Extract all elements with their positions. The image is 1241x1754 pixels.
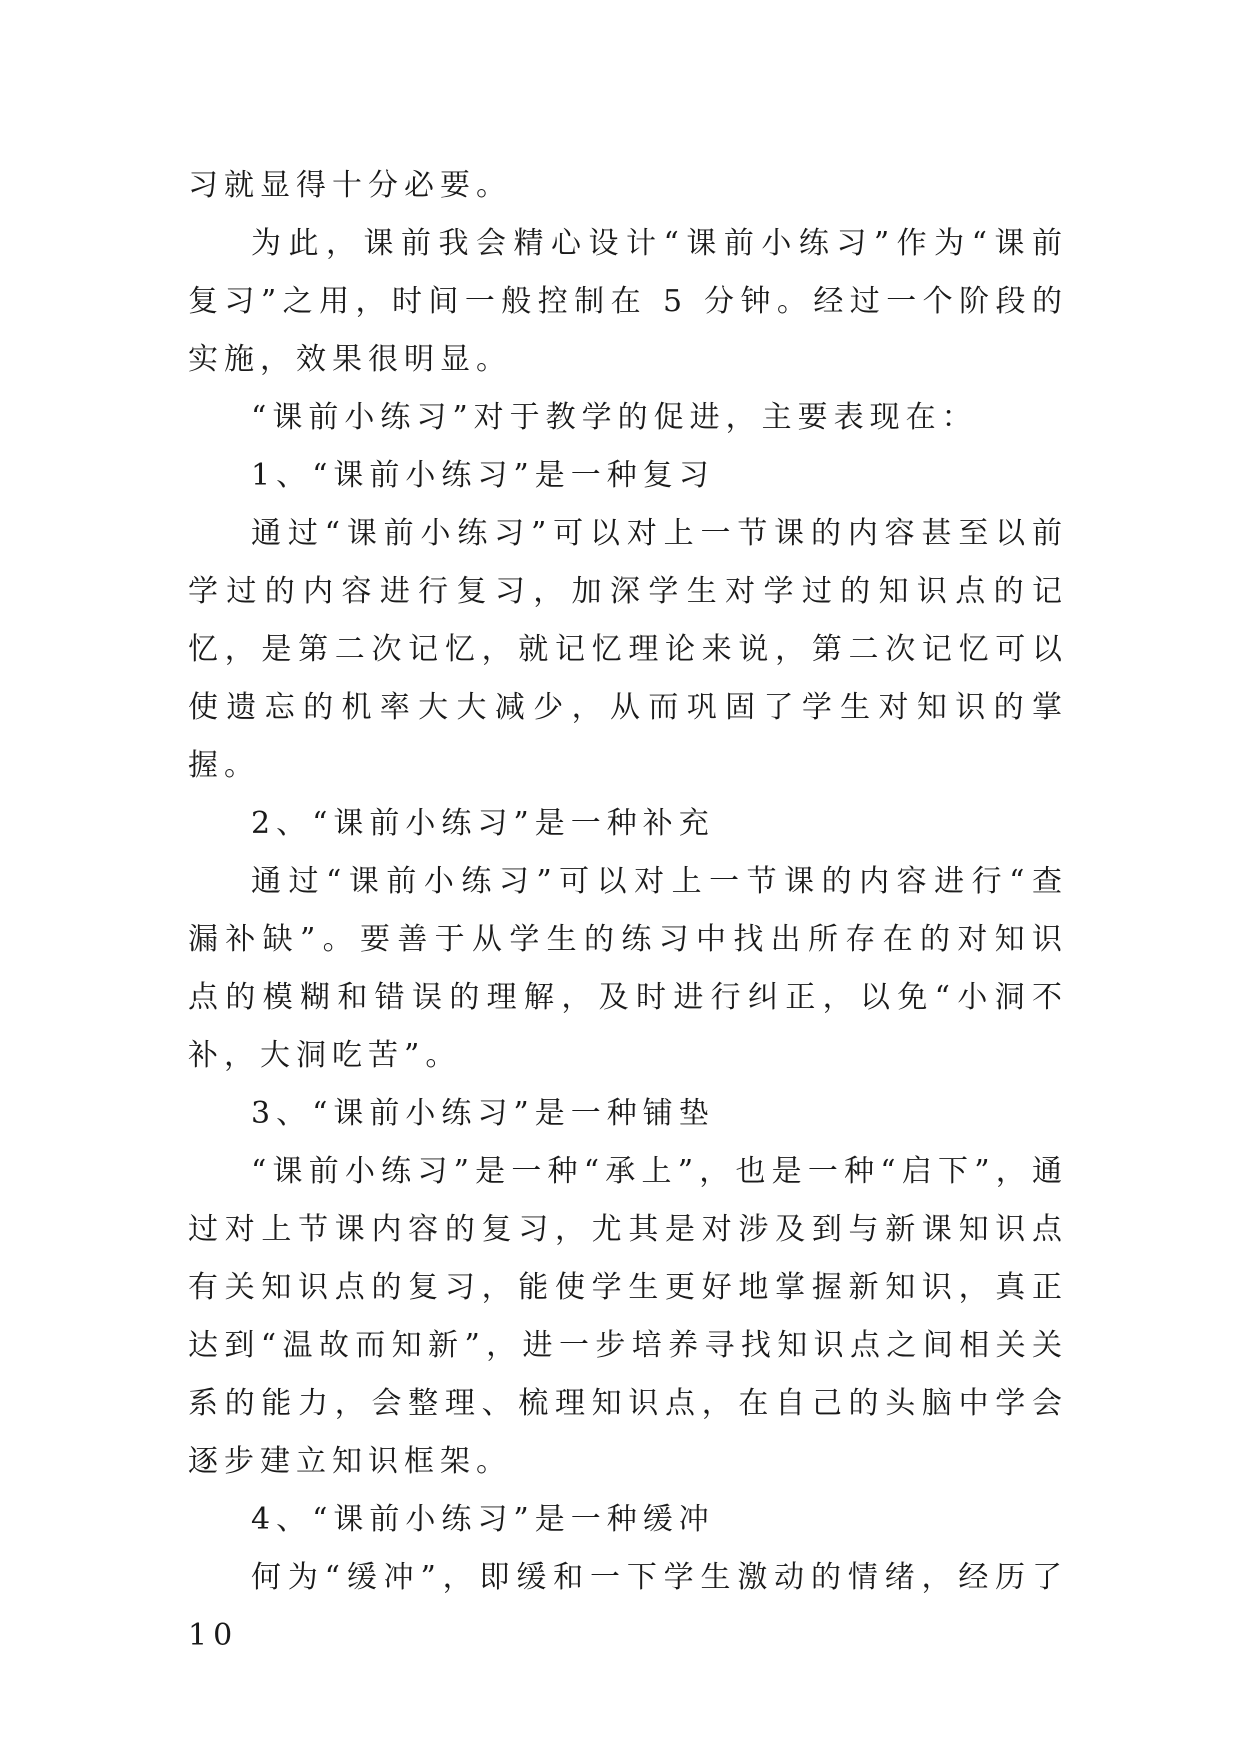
document-body [188,157,1068,1665]
heading-2: 2、“课前小练习”是一种补充 [251,806,715,841]
paragraph-6: “课前小练习”是一种“承上”，也是一种“启下”，通过对上节课内容的复习，尤其是对涉及到与新课知识点有关知识点的复习，能使学生更好地掌握新知识，真正达到“温故而知新”，进一步培养寻找知识点之间相关关系的能力，会整理、梳理知识点，在自己的头脑中学会逐步建立知识框架。 [188,1154,1068,1479]
paragraph-3: “课前小练习”对于教学的促进，主要表现在： [251,400,978,435]
heading-4: 4、“课前小练习”是一种缓冲 [251,1502,715,1537]
paragraph-2: 为此，课前我会精心设计“课前小练习”作为“课前复习”之用，时间一般控制在 5 分钟。经过一个阶段的实施，效果很明显。 [188,226,1068,377]
heading-3: 3、“课前小练习”是一种铺垫 [251,1096,715,1131]
paragraph-7: 何为“缓冲”，即缓和一下学生激动的情绪，经历了 10 [188,1560,1068,1653]
paragraph-1: 习就显得十分必要。 [188,168,512,203]
paragraph-4: 通过“课前小练习”可以对上一节课的内容甚至以前学过的内容进行复习，加深学生对学过的知识点的记忆，是第二次记忆，就记忆理论来说，第二次记忆可以使遗忘的机率大大减少，从而巩固了学生对知识的掌握。 [188,516,1068,783]
paragraph-5: 通过“课前小练习”可以对上一节课的内容进行“查漏补缺”。要善于从学生的练习中找出所存在的对知识点的模糊和错误的理解，及时进行纠正，以免“小洞不补，大洞吃苦”。 [188,864,1068,1073]
heading-1: 1、“课前小练习”是一种复习 [251,458,715,493]
